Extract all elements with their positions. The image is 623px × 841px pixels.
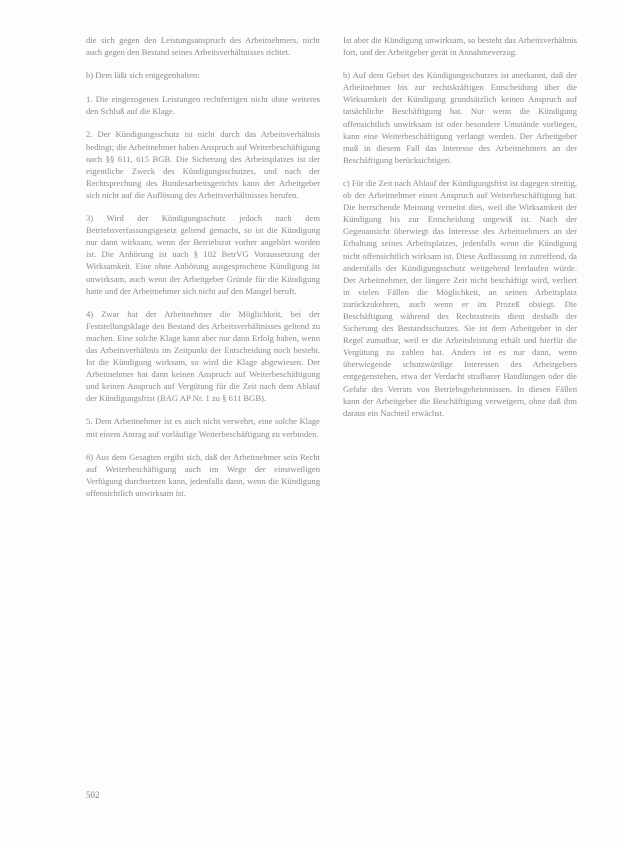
paragraph: 5. Dem Arbeitnehmer ist es auch nicht verwehrt, eine solche Klage mit einem Antrag auf vorläufige Weiterbeschäftigung zu verbinden. [86,416,320,439]
paragraph: 4) Zwar hat der Arbeitnehmer die Möglichkeit, bei der Feststellungsklage den Bestand des Arbeitsverhältnisses geltend zu machen. Eine solche Klage kann aber nur dann Erfolg haben, wenn das Arbeitsverhältnis im Zeitpunkt der Entscheidung noch besteht. Ist die Kündigung wirksam, so wird die Klage abgewiesen. Der Arbeitnehmer hat dann keinen Anspruch auf Weiterbeschäftigung und keinen Anspruch auf Vergütung für die Zeit nach dem Ablauf der Kündigungsfrist (BAG AP Nr. 1 zu § 611 BGB). [86,308,320,404]
paragraph: 2. Der Kündigungsschutz ist nicht durch das Arbeitsverhältnis bedingt; die Arbeitnehmer haben Anspruch auf Weiterbeschäftigung nach §§ 611, 615 BGB. Die Sicherung des Arbeitsplatzes ist der eigentliche Zweck des Kündigungsschutzes, und nach der Rechtsprechung des Bundesarbeitsgerichts kann der Arbeitgeber sich nicht auf die Auflösung des Arbeitsverhältnisses berufen. [86,129,320,200]
left-column [86,34,320,510]
paragraph: b) Auf dem Gebiet des Kündigungsschutzes ist anerkannt, daß der Arbeitnehmer bis zur rechtskräftigen Entscheidung über die Wirksamkeit der Kündigung grundsätzlich keinen Anspruch auf tatsächliche Beschäftigung hat. Nur wenn die Kündigung offensichtlich unwirksam ist oder besondere Umstände vorliegen, kann eine Weiterbeschäftigung verlangt werden. Der Arbeitgeber muß in diesem Fall das Interesse des Arbeitnehmers an der Beschäftigung berücksichtigen. [343,70,577,165]
paragraph: 6) Aus dem Gesagten ergibt sich, daß der Arbeitnehmer sein Recht auf Weiterbeschäftigung auch im Wege der einstweiligen Verfügung durchsetzen kann, jedenfalls dann, wenn die Kündigung offensichtlich unwirksam ist. [86,451,320,498]
section-heading: b) Dem läßt sich entgegenhalten: [86,70,200,81]
paragraph: c) Für die Zeit nach Ablauf der Kündigungsfrist ist dagegen streitig, ob der Arbeitnehmer einen Anspruch auf Weiterbeschäftigung hat. Die herrschende Meinung verneint dies, weil die Wirksamkeit der Kündigung bis zur Entscheidung ungewiß ist. Nach der Gegenansicht überwiegt das Interesse des Arbeitnehmers an der Erhaltung seines Arbeitsplatzes, jedenfalls wenn die Kündigung nicht offensichtlich wirksam ist. Diese Auffassung ist zutreffend, da andernfalls der Kündigungsschutz weitgehend leerlaufen würde. Der Arbeitnehmer, der längere Zeit nicht beschäftigt wird, verliert in vielen Fällen die Möglichkeit, an seinen Arbeitsplatz zurückzukehren, auch wenn er im Prozeß obsiegt. Die Beschäftigung während des Rechtsstreits dient deshalb der Sicherung des Bestandsschutzes. Sie ist dem Arbeitgeber in der Regel zumutbar, weil er die Arbeitsleistung erhält und hierfür die Vergütung zu zahlen hat. Anders ist es nur dann, wenn überwiegende schutzwürdige Interessen des Arbeitgebers entgegenstehen, etwa der Verdacht strafbarer Handlungen oder die Gefahr des Verrats von Betriebsgeheimnissen. In diesen Fällen kann der Arbeitgeber die Beschäftigung verweigern, ohne daß ihm daraus ein Nachteil erwächst. [343,177,577,418]
right-column [343,34,577,430]
paragraph: die sich gegen den Leistungsanspruch des Arbeitnehmers, nicht auch gegen den Bestand seines Arbeitsverhältnisses richtet. [86,35,320,58]
paragraph: 1. Die eingezogenen Leistungen rechtfertigen nicht ohne weiteres den Schluß auf die Klage. [86,94,320,117]
paragraph: Ist aber die Kündigung unwirksam, so besteht das Arbeitsverhältnis fort, und der Arbeitgeber gerät in Annahmeverzug. [343,35,577,58]
page-number: 502 [86,790,100,800]
paragraph: 3) Wird der Kündigungsschutz jedoch nach dem Betriebsverfassungsgesetz geltend gemacht, so ist die Kündigung nur dann wirksam, wenn der Betriebsrat vorher angehört worden ist. Die Anhörung ist nach § 102 BetrVG Voraussetzung der Wirksamkeit. Eine ohne Anhörung ausgesprochene Kündigung ist unwirksam, auch wenn der Arbeitgeber Gründe für die Kündigung hatte und der Arbeitnehmer sich nicht auf den Mangel beruft. [86,213,320,296]
